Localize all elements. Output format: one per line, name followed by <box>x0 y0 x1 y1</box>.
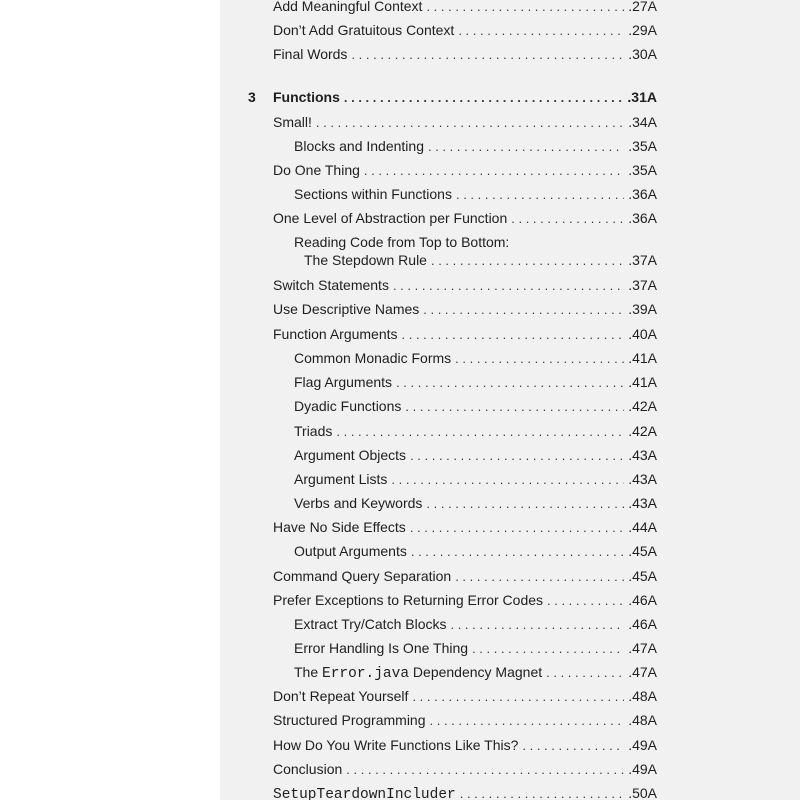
dot-leader <box>410 447 624 465</box>
toc-entry-label: Small! <box>273 114 312 130</box>
toc-subentry[interactable] <box>294 397 657 415</box>
dot-leader <box>458 22 624 40</box>
toc-entry[interactable] <box>273 760 657 778</box>
toc-entry-label: Argument Objects <box>294 447 407 463</box>
dot-leader <box>456 186 624 204</box>
toc-page-number: .37A <box>628 252 657 268</box>
toc-subentry[interactable] <box>304 251 657 269</box>
toc-page-number: .34A <box>628 114 657 130</box>
dot-leader <box>426 495 624 513</box>
dot-leader <box>450 616 624 634</box>
toc-entry-label: Triads <box>294 423 333 439</box>
dot-leader <box>430 712 625 730</box>
toc-page-number: .35A <box>628 138 657 154</box>
toc-page-number: .37A <box>628 277 657 293</box>
book-page <box>220 0 800 800</box>
dot-leader <box>455 568 624 586</box>
toc-page-number: .27A <box>628 0 657 14</box>
toc-entry-label: Verbs and Keywords <box>294 495 423 511</box>
toc-chapter-entry[interactable] <box>273 88 657 106</box>
toc-page-number: .49A <box>628 761 657 777</box>
dot-leader <box>351 46 624 64</box>
toc-subentry[interactable] <box>294 639 657 657</box>
toc-entry[interactable] <box>273 161 657 179</box>
toc-page-number: .47A <box>628 664 657 680</box>
toc-page-number: .49A <box>628 737 657 753</box>
toc-page-number: .40A <box>628 326 657 342</box>
toc-entry-label-suffix: Dependency Magnet <box>412 664 543 680</box>
dot-leader <box>336 423 624 441</box>
dot-leader <box>511 210 624 228</box>
toc-entry-label: Error Handling Is One Thing <box>294 640 469 656</box>
toc-page-number: .46A <box>628 592 657 608</box>
toc-subentry[interactable] <box>294 615 657 633</box>
toc-entry[interactable] <box>273 784 657 800</box>
toc-entry[interactable] <box>273 591 657 609</box>
toc-entry-label: The Stepdown Rule <box>304 252 427 268</box>
toc-page-number: .43A <box>628 495 657 511</box>
dot-leader <box>412 688 624 706</box>
toc-page-number: .42A <box>628 398 657 414</box>
toc-subentry[interactable] <box>294 494 657 512</box>
toc-entry-label: Common Monadic Forms <box>294 350 452 366</box>
toc-subentry[interactable] <box>294 663 657 681</box>
dot-leader <box>346 761 624 779</box>
toc-page-number: .42A <box>628 423 657 439</box>
toc-page-number: .47A <box>628 640 657 656</box>
dot-leader <box>391 471 624 489</box>
toc-entry-label: Output Arguments <box>294 543 407 559</box>
toc-entry-label: Use Descriptive Names <box>273 301 420 317</box>
dot-leader <box>402 326 625 344</box>
toc-page-number: .45A <box>628 568 657 584</box>
toc-entry-label: Prefer Exceptions to Returning Error Codes <box>273 592 544 608</box>
toc-page-number: .31A <box>627 89 657 105</box>
dot-leader <box>405 398 624 416</box>
dot-leader <box>546 664 624 682</box>
toc-page-number: .46A <box>628 616 657 632</box>
toc-entry[interactable] <box>273 567 657 585</box>
toc-page-number: .35A <box>628 162 657 178</box>
toc-page-number: .45A <box>628 543 657 559</box>
dot-leader <box>522 737 624 755</box>
dot-leader <box>460 785 624 800</box>
chapter-title: Functions <box>273 89 340 105</box>
toc-page-number: .29A <box>628 22 657 38</box>
dot-leader <box>411 543 624 561</box>
dot-leader <box>426 0 624 16</box>
toc-entry-label: Extract Try/Catch Blocks <box>294 616 447 632</box>
toc-entry-label: Dyadic Functions <box>294 398 402 414</box>
toc-page-number: .39A <box>628 301 657 317</box>
toc-page-number: .44A <box>628 519 657 535</box>
dot-leader <box>547 592 624 610</box>
toc-entry-label: Final Words <box>273 46 348 62</box>
dot-leader <box>393 277 624 295</box>
toc-entry-label: Argument Lists <box>294 471 388 487</box>
toc-entry[interactable] <box>273 300 657 318</box>
dot-leader <box>455 350 624 368</box>
toc-entry-label: Function Arguments <box>273 326 398 342</box>
dot-leader <box>423 301 624 319</box>
toc-entry-label: Add Meaningful Context <box>273 0 423 14</box>
toc-page-number: .41A <box>628 374 657 390</box>
toc-entry[interactable] <box>273 325 657 343</box>
toc-entry-label: Have No Side Effects <box>273 519 406 535</box>
toc-entry-label: Blocks and Indenting <box>294 138 424 154</box>
toc-entry-label: Switch Statements <box>273 277 389 293</box>
toc-subentry[interactable] <box>294 349 657 367</box>
code-class-name: Error.java <box>322 666 410 682</box>
toc-page-number: .36A <box>628 210 657 226</box>
toc-entry[interactable] <box>273 687 657 705</box>
toc-entry[interactable] <box>273 736 657 754</box>
toc-entry-label: Flag Arguments <box>294 374 393 390</box>
code-class-name: SetupTeardownIncluder <box>273 787 456 800</box>
toc-entry[interactable] <box>273 45 657 63</box>
toc-entry-label: Sections within Functions <box>294 186 452 202</box>
toc-page-number: .43A <box>628 471 657 487</box>
toc-entry[interactable] <box>273 518 657 536</box>
toc-entry[interactable] <box>273 113 657 131</box>
toc-page-number: .50A <box>628 785 657 800</box>
toc-entry[interactable] <box>273 711 657 729</box>
toc-subentry[interactable] <box>294 422 657 440</box>
toc-entry[interactable] <box>273 276 657 294</box>
toc-entry[interactable] <box>273 0 657 15</box>
dot-leader <box>364 162 624 180</box>
dot-leader <box>316 114 624 132</box>
toc-entry[interactable] <box>273 21 657 39</box>
toc-subentry-label-line1[interactable]: Reading Code from Top to Bottom: <box>294 234 510 250</box>
toc-entry-label: Conclusion <box>273 761 343 777</box>
dot-leader <box>428 138 624 156</box>
toc-entry-label: One Level of Abstraction per Function <box>273 210 508 226</box>
toc-subentry[interactable] <box>294 446 657 464</box>
dot-leader <box>344 89 624 107</box>
toc-subentry[interactable] <box>294 373 657 391</box>
toc-entry-label-prefix: The <box>294 664 319 680</box>
dot-leader <box>472 640 624 658</box>
toc-page-number: .48A <box>628 712 657 728</box>
toc-entry-label: Do One Thing <box>273 162 360 178</box>
viewer-background <box>0 0 220 800</box>
toc-page-number: .30A <box>628 46 657 62</box>
toc-entry-label: Don’t Repeat Yourself <box>273 688 409 704</box>
toc-page-number: .43A <box>628 447 657 463</box>
toc-entry-label: Command Query Separation <box>273 568 452 584</box>
toc-subentry[interactable] <box>294 137 657 155</box>
dot-leader <box>431 252 624 270</box>
toc-entry-label: Don’t Add Gratuitous Context <box>273 22 455 38</box>
toc-page-number: .48A <box>628 688 657 704</box>
toc-entry-label <box>294 663 542 683</box>
dot-leader <box>410 519 624 537</box>
toc-entry[interactable] <box>273 209 657 227</box>
dot-leader <box>396 374 624 392</box>
toc-page-number: .36A <box>628 186 657 202</box>
toc-subentry[interactable] <box>294 542 657 560</box>
toc-page-number: .41A <box>628 350 657 366</box>
toc-subentry[interactable] <box>294 185 657 203</box>
toc-entry-label: Structured Programming <box>273 712 426 728</box>
toc-entry-label: How Do You Write Functions Like This? <box>273 737 519 753</box>
toc-subentry[interactable] <box>294 470 657 488</box>
chapter-number: 3 <box>248 89 256 105</box>
